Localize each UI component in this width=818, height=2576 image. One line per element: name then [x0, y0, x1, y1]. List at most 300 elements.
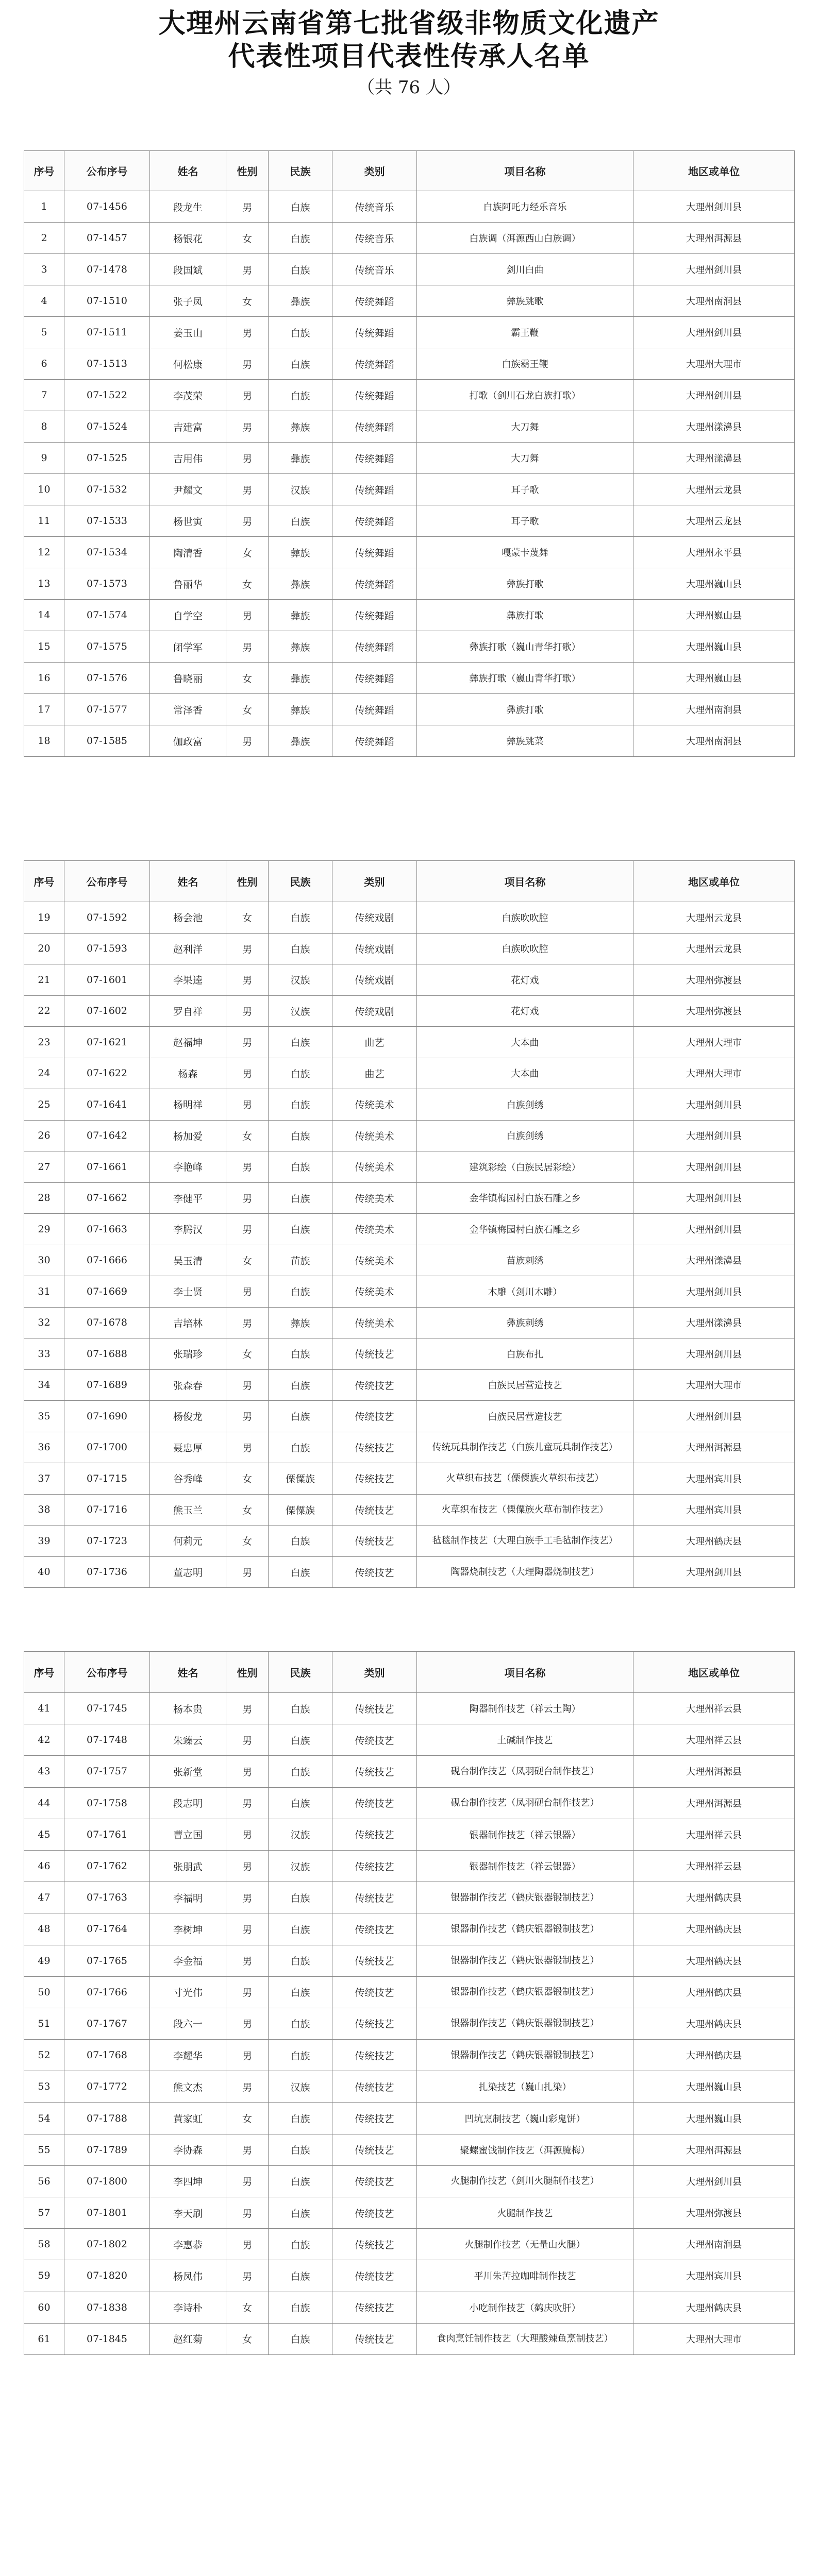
seq-cell: 58: [24, 2229, 64, 2260]
category-cell: 传统美术: [332, 1182, 417, 1214]
project-cell: 白族吹吹腔: [417, 902, 633, 934]
project-cell: 彝族打歌: [417, 694, 633, 725]
seq-cell: 59: [24, 2260, 64, 2292]
region-cell: 大理州剑川县: [633, 317, 795, 348]
name-cell: 杨本贵: [150, 1693, 226, 1724]
gender-cell: 女: [226, 1494, 269, 1526]
pub-no-cell: 07-1789: [64, 2134, 150, 2165]
name-cell: 李天刷: [150, 2197, 226, 2229]
category-cell: 传统技艺: [332, 2229, 417, 2260]
region-cell: 大理州剑川县: [633, 1276, 795, 1308]
region-cell: 大理州祥云县: [633, 1693, 795, 1724]
region-cell: 大理州剑川县: [633, 254, 795, 285]
ethnicity-cell: 彝族: [269, 411, 332, 443]
ethnicity-cell: 白族: [269, 1945, 332, 1976]
ethnicity-cell: 白族: [269, 2165, 332, 2197]
seq-cell: 4: [24, 285, 64, 317]
name-cell: 熊文杰: [150, 2071, 226, 2103]
column-header: 公布序号: [64, 861, 150, 902]
name-cell: 自学空: [150, 600, 226, 631]
project-cell: 银器制作技艺（鹤庆银器锻制技艺）: [417, 2008, 633, 2039]
region-cell: 大理州剑川县: [633, 1182, 795, 1214]
pub-no-cell: 07-1669: [64, 1276, 150, 1308]
table-row: [24, 2103, 795, 2134]
ethnicity-cell: 白族: [269, 2040, 332, 2071]
project-cell: 耳子歌: [417, 474, 633, 505]
category-cell: 传统舞蹈: [332, 285, 417, 317]
table-header-row: [24, 861, 795, 902]
gender-cell: 男: [226, 1945, 269, 1976]
category-cell: 传统舞蹈: [332, 474, 417, 505]
seq-cell: 40: [24, 1556, 64, 1588]
pub-no-cell: 07-1641: [64, 1089, 150, 1121]
project-cell: 嘎蒙卡蔑舞: [417, 537, 633, 568]
category-cell: 传统技艺: [332, 1787, 417, 1819]
category-cell: 传统戏剧: [332, 964, 417, 996]
table-row: [24, 2165, 795, 2197]
ethnicity-cell: 白族: [269, 1976, 332, 2008]
seq-cell: 53: [24, 2071, 64, 2103]
seq-cell: 34: [24, 1369, 64, 1401]
gender-cell: 男: [226, 2197, 269, 2229]
gender-cell: 男: [226, 1819, 269, 1850]
gender-cell: 男: [226, 505, 269, 537]
seq-cell: 1: [24, 191, 64, 223]
category-cell: 传统戏剧: [332, 902, 417, 934]
project-cell: 剑川白曲: [417, 254, 633, 285]
project-cell: 花灯戏: [417, 995, 633, 1027]
category-cell: 传统舞蹈: [332, 694, 417, 725]
table-row: [24, 1369, 795, 1401]
ethnicity-cell: 白族: [269, 1756, 332, 1787]
pub-no-cell: 07-1801: [64, 2197, 150, 2229]
category-cell: 传统舞蹈: [332, 443, 417, 474]
category-cell: 传统技艺: [332, 1976, 417, 2008]
project-cell: 耳子歌: [417, 505, 633, 537]
table-row: [24, 191, 795, 223]
name-cell: 董志明: [150, 1556, 226, 1588]
category-cell: 传统美术: [332, 1214, 417, 1245]
ethnicity-cell: 白族: [269, 2323, 332, 2354]
project-cell: 彝族打歌（巍山青华打歌）: [417, 663, 633, 694]
project-cell: 银器制作技艺（鹤庆银器锻制技艺）: [417, 1882, 633, 1913]
category-cell: 传统戏剧: [332, 933, 417, 964]
ethnicity-cell: 傈僳族: [269, 1494, 332, 1526]
project-cell: 扎染技艺（巍山扎染）: [417, 2071, 633, 2103]
gender-cell: 男: [226, 1214, 269, 1245]
ethnicity-cell: 白族: [269, 1913, 332, 1945]
table-row: [24, 1724, 795, 1756]
ethnicity-cell: 白族: [269, 1338, 332, 1370]
seq-cell: 33: [24, 1338, 64, 1370]
inheritor-table: [24, 1651, 795, 2355]
pub-no-cell: 07-1663: [64, 1214, 150, 1245]
ethnicity-cell: 白族: [269, 1693, 332, 1724]
category-cell: 传统美术: [332, 1151, 417, 1183]
project-cell: 白族剑绣: [417, 1089, 633, 1121]
region-cell: 大理州大理市: [633, 1027, 795, 1058]
gender-cell: 男: [226, 1850, 269, 1882]
ethnicity-cell: 彝族: [269, 725, 332, 757]
column-header: 性别: [226, 861, 269, 902]
seq-cell: 60: [24, 2292, 64, 2323]
seq-cell: 28: [24, 1182, 64, 1214]
seq-cell: 30: [24, 1245, 64, 1276]
name-cell: 李协森: [150, 2134, 226, 2165]
column-header: 类别: [332, 1652, 417, 1693]
table-row: [24, 1913, 795, 1945]
ethnicity-cell: 白族: [269, 1089, 332, 1121]
region-cell: 大理州祥云县: [633, 1850, 795, 1882]
table-section-2: [24, 860, 794, 1588]
title-line-1: 大理州云南省第七批省级非物质文化遗产: [158, 8, 660, 39]
name-cell: 罗自祥: [150, 995, 226, 1027]
ethnicity-cell: 白族: [269, 2134, 332, 2165]
name-cell: 张朋武: [150, 1850, 226, 1882]
category-cell: 传统音乐: [332, 223, 417, 254]
category-cell: 传统技艺: [332, 1463, 417, 1495]
name-cell: 李惠恭: [150, 2229, 226, 2260]
ethnicity-cell: 彝族: [269, 537, 332, 568]
column-header: 地区或单位: [633, 1652, 795, 1693]
column-header: 民族: [269, 861, 332, 902]
ethnicity-cell: 白族: [269, 1401, 332, 1432]
category-cell: 传统美术: [332, 1089, 417, 1121]
seq-cell: 41: [24, 1693, 64, 1724]
seq-cell: 51: [24, 2008, 64, 2039]
project-cell: 银器制作技艺（祥云银器）: [417, 1850, 633, 1882]
name-cell: 赵利洋: [150, 933, 226, 964]
name-cell: 段龙生: [150, 191, 226, 223]
project-cell: 金华镇梅园村白族石雕之乡: [417, 1214, 633, 1245]
pub-no-cell: 07-1763: [64, 1882, 150, 1913]
column-header: 姓名: [150, 861, 226, 902]
gender-cell: 男: [226, 995, 269, 1027]
seq-cell: 3: [24, 254, 64, 285]
table-row: [24, 964, 795, 996]
ethnicity-cell: 白族: [269, 2008, 332, 2039]
ethnicity-cell: 彝族: [269, 694, 332, 725]
table-row: [24, 1058, 795, 1089]
gender-cell: 男: [226, 1369, 269, 1401]
table-row: [24, 568, 795, 600]
category-cell: 传统美术: [332, 1307, 417, 1338]
column-header: 公布序号: [64, 151, 150, 191]
table-row: [24, 2292, 795, 2323]
pub-no-cell: 07-1456: [64, 191, 150, 223]
name-cell: 段六一: [150, 2008, 226, 2039]
category-cell: 传统技艺: [332, 2134, 417, 2165]
table-row: [24, 1463, 795, 1495]
gender-cell: 女: [226, 1463, 269, 1495]
ethnicity-cell: 白族: [269, 1787, 332, 1819]
name-cell: 李耀华: [150, 2040, 226, 2071]
table-row: [24, 995, 795, 1027]
gender-cell: 女: [226, 1120, 269, 1151]
table-row: [24, 1214, 795, 1245]
pub-no-cell: 07-1800: [64, 2165, 150, 2197]
region-cell: 大理州云龙县: [633, 933, 795, 964]
project-cell: 凹坑烹制技艺（巍山彩鬼饼）: [417, 2103, 633, 2134]
gender-cell: 男: [226, 1976, 269, 2008]
ethnicity-cell: 白族: [269, 317, 332, 348]
ethnicity-cell: 白族: [269, 254, 332, 285]
ethnicity-cell: 白族: [269, 2292, 332, 2323]
name-cell: 常泽香: [150, 694, 226, 725]
category-cell: 传统技艺: [332, 2008, 417, 2039]
seq-cell: 6: [24, 348, 64, 380]
project-cell: 霸王鞭: [417, 317, 633, 348]
name-cell: 杨森: [150, 1058, 226, 1089]
category-cell: 传统音乐: [332, 254, 417, 285]
ethnicity-cell: 汉族: [269, 964, 332, 996]
pub-no-cell: 07-1678: [64, 1307, 150, 1338]
category-cell: 传统戏剧: [332, 995, 417, 1027]
region-cell: 大理州南涧县: [633, 694, 795, 725]
pub-no-cell: 07-1642: [64, 1120, 150, 1151]
project-cell: 白族吹吹腔: [417, 933, 633, 964]
pub-no-cell: 07-1524: [64, 411, 150, 443]
name-cell: 赵福坤: [150, 1027, 226, 1058]
project-cell: 白族民居营造技艺: [417, 1369, 633, 1401]
region-cell: 大理州大理市: [633, 1369, 795, 1401]
category-cell: 传统技艺: [332, 1432, 417, 1463]
category-cell: 传统舞蹈: [332, 725, 417, 757]
pub-no-cell: 07-1577: [64, 694, 150, 725]
project-cell: 砚台制作技艺（凤羽砚台制作技艺）: [417, 1756, 633, 1787]
seq-cell: 10: [24, 474, 64, 505]
gender-cell: 女: [226, 1338, 269, 1370]
inheritor-table: [24, 860, 795, 1588]
seq-cell: 16: [24, 663, 64, 694]
table-row: [24, 600, 795, 631]
project-cell: 大本曲: [417, 1027, 633, 1058]
table-row: [24, 933, 795, 964]
table-header-row: [24, 1652, 795, 1693]
region-cell: 大理州南涧县: [633, 725, 795, 757]
name-cell: 李福明: [150, 1882, 226, 1913]
region-cell: 大理州剑川县: [633, 2165, 795, 2197]
pub-no-cell: 07-1764: [64, 1913, 150, 1945]
category-cell: 传统技艺: [332, 2071, 417, 2103]
name-cell: 朱臻云: [150, 1724, 226, 1756]
seq-cell: 27: [24, 1151, 64, 1183]
pub-no-cell: 07-1762: [64, 1850, 150, 1882]
column-header: 类别: [332, 861, 417, 902]
pub-no-cell: 07-1573: [64, 568, 150, 600]
category-cell: 传统舞蹈: [332, 537, 417, 568]
table-row: [24, 505, 795, 537]
column-header: 序号: [24, 1652, 64, 1693]
pub-no-cell: 07-1457: [64, 223, 150, 254]
pub-no-cell: 07-1575: [64, 631, 150, 663]
category-cell: 传统舞蹈: [332, 631, 417, 663]
column-header: 姓名: [150, 151, 226, 191]
region-cell: 大理州大理市: [633, 1058, 795, 1089]
region-cell: 大理州剑川县: [633, 1338, 795, 1370]
name-cell: 杨银花: [150, 223, 226, 254]
gender-cell: 女: [226, 2323, 269, 2354]
seq-cell: 23: [24, 1027, 64, 1058]
project-cell: 彝族打歌（巍山青华打歌）: [417, 631, 633, 663]
category-cell: 传统舞蹈: [332, 505, 417, 537]
pub-no-cell: 07-1757: [64, 1756, 150, 1787]
table-row: [24, 1401, 795, 1432]
category-cell: 传统舞蹈: [332, 317, 417, 348]
gender-cell: 男: [226, 474, 269, 505]
table-row: [24, 1976, 795, 2008]
seq-cell: 45: [24, 1819, 64, 1850]
seq-cell: 56: [24, 2165, 64, 2197]
table-row: [24, 380, 795, 411]
table-header-row: [24, 151, 795, 191]
gender-cell: 男: [226, 1432, 269, 1463]
gender-cell: 男: [226, 1913, 269, 1945]
column-header: 民族: [269, 151, 332, 191]
pub-no-cell: 07-1745: [64, 1693, 150, 1724]
region-cell: 大理州巍山县: [633, 2071, 795, 2103]
name-cell: 黄家虹: [150, 2103, 226, 2134]
table-row: [24, 1432, 795, 1463]
category-cell: 传统技艺: [332, 1819, 417, 1850]
seq-cell: 22: [24, 995, 64, 1027]
project-cell: 毡毯制作技艺（大理白族手工毛毡制作技艺）: [417, 1526, 633, 1557]
category-cell: 传统美术: [332, 1120, 417, 1151]
ethnicity-cell: 白族: [269, 1432, 332, 1463]
table-row: [24, 2229, 795, 2260]
seq-cell: 18: [24, 725, 64, 757]
pub-no-cell: 07-1622: [64, 1058, 150, 1089]
name-cell: 李腾汉: [150, 1214, 226, 1245]
project-cell: 小吃制作技艺（鹤庆吹肝）: [417, 2292, 633, 2323]
name-cell: 李茂荣: [150, 380, 226, 411]
category-cell: 传统技艺: [332, 2323, 417, 2354]
category-cell: 传统技艺: [332, 1850, 417, 1882]
project-cell: 土碱制作技艺: [417, 1724, 633, 1756]
name-cell: 聂忠厚: [150, 1432, 226, 1463]
ethnicity-cell: 白族: [269, 1556, 332, 1588]
inheritor-table: [24, 150, 795, 757]
pub-no-cell: 07-1838: [64, 2292, 150, 2323]
seq-cell: 43: [24, 1756, 64, 1787]
region-cell: 大理州漾濞县: [633, 411, 795, 443]
seq-cell: 29: [24, 1214, 64, 1245]
gender-cell: 男: [226, 2165, 269, 2197]
ethnicity-cell: 白族: [269, 2229, 332, 2260]
name-cell: 李健平: [150, 1182, 226, 1214]
name-cell: 李四坤: [150, 2165, 226, 2197]
region-cell: 大理州洱源县: [633, 223, 795, 254]
gender-cell: 男: [226, 317, 269, 348]
table-row: [24, 1151, 795, 1183]
gender-cell: 男: [226, 1276, 269, 1308]
table-row: [24, 1182, 795, 1214]
name-cell: 寸光伟: [150, 1976, 226, 2008]
name-cell: 李诗朴: [150, 2292, 226, 2323]
project-cell: 彝族跳菜: [417, 725, 633, 757]
table-row: [24, 1850, 795, 1882]
project-cell: 传统玩具制作技艺（白族儿童玩具制作技艺）: [417, 1432, 633, 1463]
region-cell: 大理州鹤庆县: [633, 1526, 795, 1557]
table-row: [24, 411, 795, 443]
name-cell: 吉建富: [150, 411, 226, 443]
name-cell: 杨明祥: [150, 1089, 226, 1121]
gender-cell: 男: [226, 1401, 269, 1432]
gender-cell: 男: [226, 2071, 269, 2103]
category-cell: 传统技艺: [332, 1338, 417, 1370]
name-cell: 陶清香: [150, 537, 226, 568]
name-cell: 张瑞珍: [150, 1338, 226, 1370]
project-cell: 彝族打歌: [417, 600, 633, 631]
seq-cell: 11: [24, 505, 64, 537]
category-cell: 传统技艺: [332, 2040, 417, 2071]
ethnicity-cell: 汉族: [269, 1819, 332, 1850]
table-row: [24, 1819, 795, 1850]
table-row: [24, 1276, 795, 1308]
name-cell: 张新堂: [150, 1756, 226, 1787]
seq-cell: 38: [24, 1494, 64, 1526]
ethnicity-cell: 彝族: [269, 285, 332, 317]
ethnicity-cell: 白族: [269, 1027, 332, 1058]
gender-cell: 男: [226, 1756, 269, 1787]
name-cell: 鲁晓丽: [150, 663, 226, 694]
project-cell: 花灯戏: [417, 964, 633, 996]
ethnicity-cell: 白族: [269, 191, 332, 223]
seq-cell: 36: [24, 1432, 64, 1463]
seq-cell: 35: [24, 1401, 64, 1432]
category-cell: 曲艺: [332, 1058, 417, 1089]
gender-cell: 男: [226, 1182, 269, 1214]
pub-no-cell: 07-1716: [64, 1494, 150, 1526]
pub-no-cell: 07-1766: [64, 1976, 150, 2008]
ethnicity-cell: 彝族: [269, 443, 332, 474]
gender-cell: 女: [226, 694, 269, 725]
category-cell: 传统技艺: [332, 2292, 417, 2323]
region-cell: 大理州洱源县: [633, 1432, 795, 1463]
column-header: 序号: [24, 861, 64, 902]
gender-cell: 男: [226, 600, 269, 631]
category-cell: 传统技艺: [332, 1494, 417, 1526]
category-cell: 传统美术: [332, 1245, 417, 1276]
seq-cell: 50: [24, 1976, 64, 2008]
table-section-3: [24, 1651, 794, 2355]
gender-cell: 男: [226, 254, 269, 285]
table-row: [24, 902, 795, 934]
region-cell: 大理州鹤庆县: [633, 2292, 795, 2323]
name-cell: 吴玉清: [150, 1245, 226, 1276]
category-cell: 传统技艺: [332, 1724, 417, 1756]
pub-no-cell: 07-1661: [64, 1151, 150, 1183]
pub-no-cell: 07-1601: [64, 964, 150, 996]
region-cell: 大理州剑川县: [633, 380, 795, 411]
table-row: [24, 1787, 795, 1819]
region-cell: 大理州剑川县: [633, 1556, 795, 1588]
project-cell: 陶器制作技艺（祥云土陶）: [417, 1693, 633, 1724]
pub-no-cell: 07-1576: [64, 663, 150, 694]
region-cell: 大理州洱源县: [633, 2134, 795, 2165]
region-cell: 大理州剑川县: [633, 191, 795, 223]
region-cell: 大理州永平县: [633, 537, 795, 568]
project-cell: 火腿制作技艺（剑川火腿制作技艺）: [417, 2165, 633, 2197]
gender-cell: 男: [226, 411, 269, 443]
category-cell: 传统技艺: [332, 1882, 417, 1913]
project-cell: 金华镇梅园村白族石雕之乡: [417, 1182, 633, 1214]
category-cell: 传统舞蹈: [332, 380, 417, 411]
region-cell: 大理州剑川县: [633, 1401, 795, 1432]
pub-no-cell: 07-1788: [64, 2103, 150, 2134]
category-cell: 传统技艺: [332, 2197, 417, 2229]
region-cell: 大理州巍山县: [633, 631, 795, 663]
